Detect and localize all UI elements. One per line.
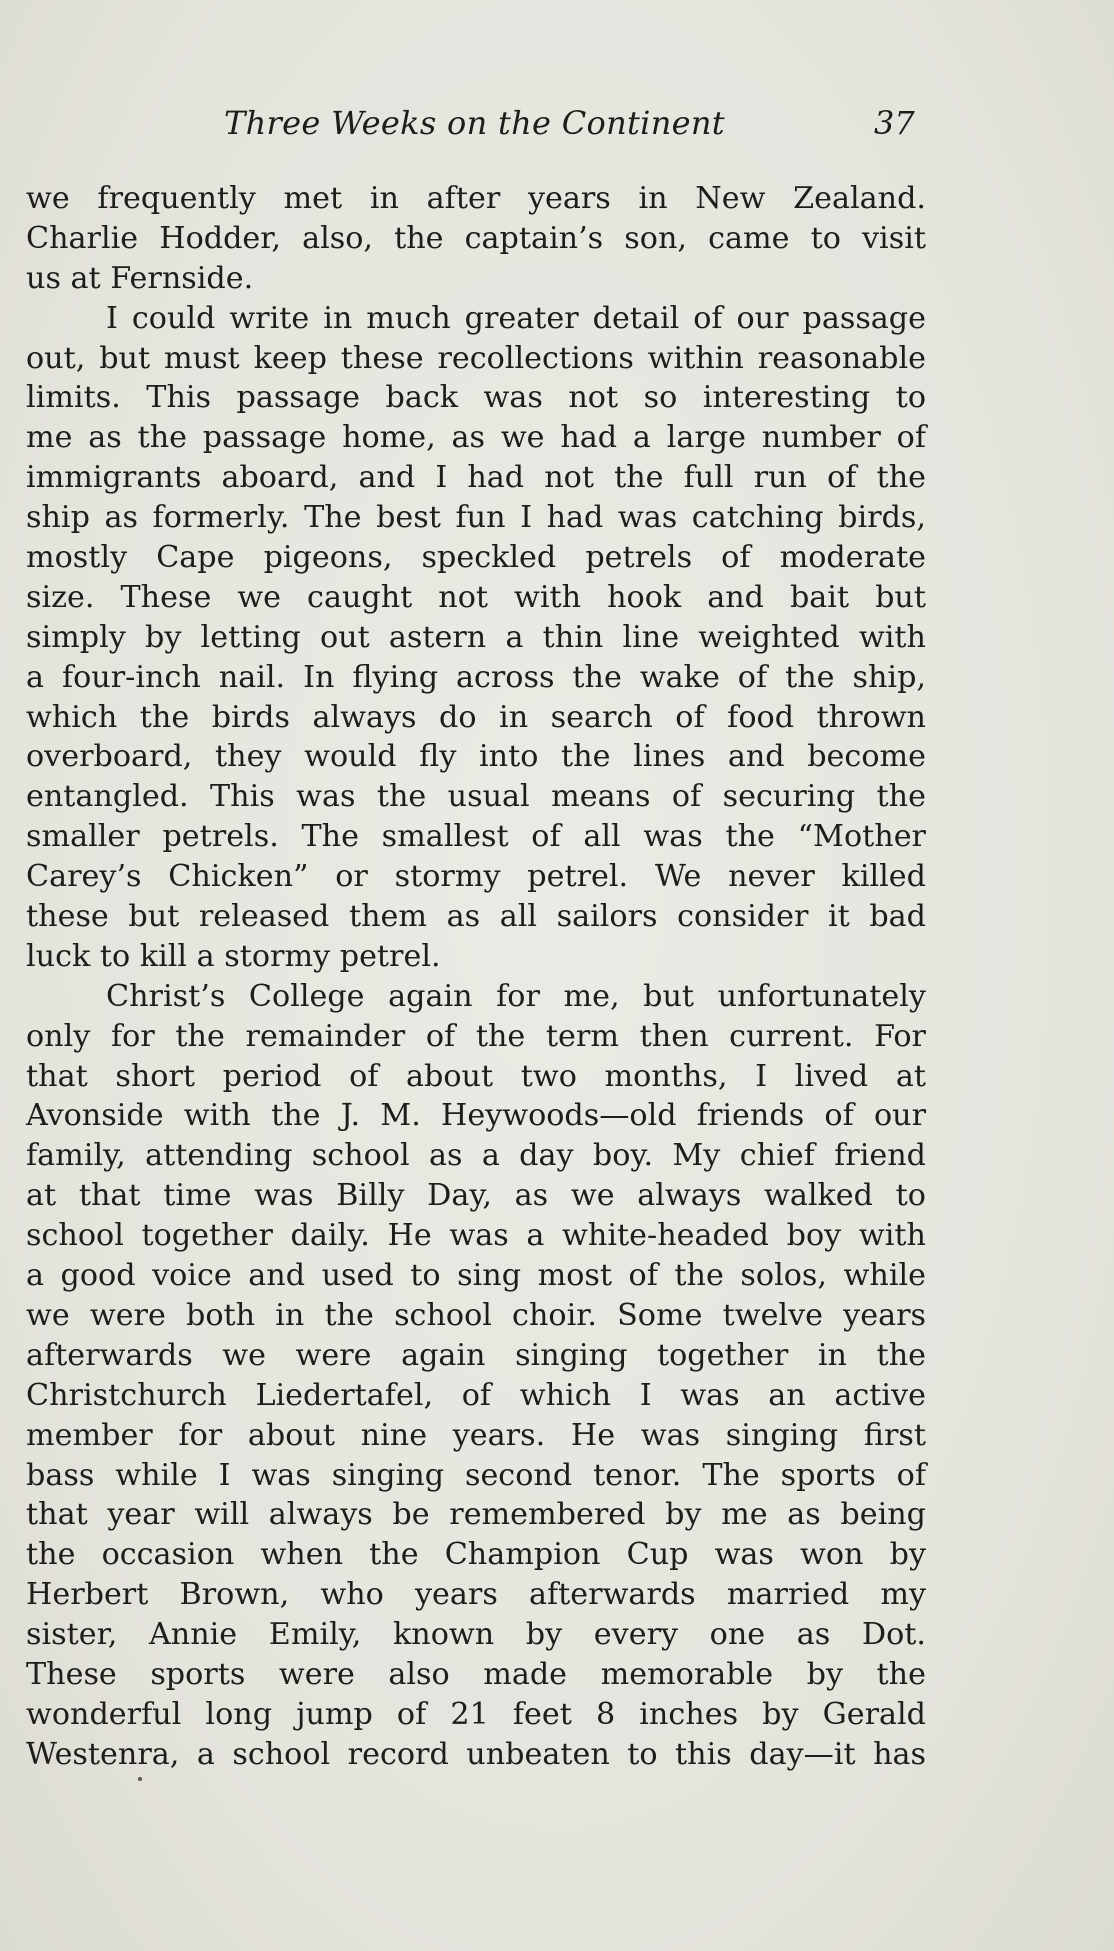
text-line: family, attending school as a day boy. My chief friend	[26, 1138, 926, 1174]
running-title: Three Weeks on the Continent	[224, 104, 725, 142]
text-line: Charlie Hodder, also, the captain’s son, came to visit	[26, 220, 926, 256]
text-line: immigrants aboard, and I had not the full run of the	[26, 460, 926, 496]
text-line: member for about nine years. He was singing first	[26, 1417, 926, 1453]
text-line: luck to kill a stormy petrel.	[26, 938, 441, 974]
text-line: we were both in the school choir. Some twelve years	[26, 1297, 926, 1333]
text-line: that year will always be remembered by me as being	[26, 1497, 926, 1533]
text-line: afterwards we were again singing together in the	[26, 1337, 926, 1373]
text-line: bass while I was singing second tenor. The sports of	[26, 1457, 926, 1493]
text-line: Carey’s Chicken” or stormy petrel. We never killed	[26, 859, 926, 895]
text-line: smaller petrels. The smallest of all was the “Mother	[26, 819, 926, 855]
text-line: entangled. This was the usual means of securing the	[26, 779, 926, 815]
text-line: sister, Annie Emily, known by every one as Dot.	[26, 1617, 926, 1653]
text-line: we frequently met in after years in New Zealand.	[26, 181, 926, 216]
page-number: 37	[874, 104, 915, 142]
text-line: These sports were also made memorable by the	[26, 1656, 926, 1692]
text-line: Christchurch Liedertafel, of which I was an active	[26, 1377, 926, 1413]
text-line: mostly Cape pigeons, speckled petrels of moderate	[26, 540, 926, 576]
text-line: these but released them as all sailors consider it bad	[26, 899, 926, 935]
text-line: the occasion when the Champion Cup was won by	[26, 1537, 926, 1573]
text-line: at that time was Billy Day, as we always walked to	[26, 1178, 926, 1214]
text-line: Avonside with the J. M. Heywoods—old friends of our	[26, 1098, 926, 1134]
text-line: overboard, they would fly into the lines and become	[26, 739, 926, 775]
text-line: Christ’s College again for me, but unfortunately	[106, 978, 926, 1014]
text-line: wonderful long jump of 21 feet 8 inches by Gerald	[26, 1696, 926, 1732]
text-line: limits. This passage back was not so interesting to	[26, 380, 926, 416]
text-line: which the birds always do in search of food thrown	[26, 699, 926, 735]
text-line: out, but must keep these recollections within reasonable	[26, 340, 926, 376]
text-line: ship as formerly. The best fun I had was catching birds,	[26, 500, 926, 536]
text-line: a good voice and used to sing most of the solos, while	[26, 1258, 926, 1294]
text-line: only for the remainder of the term then current. For	[26, 1018, 926, 1054]
text-line: us at Fernside.	[26, 260, 254, 296]
text-line: Herbert Brown, who years afterwards married my	[26, 1577, 926, 1613]
text-line: that short period of about two months, I lived at	[26, 1058, 926, 1094]
running-head	[26, 104, 926, 148]
text-line: Westenra, a school record unbeaten to this day—it has	[26, 1736, 926, 1772]
text-line: me as the passage home, as we had a large number of	[26, 420, 926, 456]
text-line: a four-inch nail. In flying across the wake of the ship,	[26, 659, 926, 695]
text-line: I could write in much greater detail of our passage	[106, 300, 926, 336]
text-line: size. These we caught not with hook and bait but	[26, 579, 926, 615]
text-line: school together daily. He was a white-headed boy with	[26, 1218, 926, 1254]
body-text	[26, 179, 926, 1775]
ink-speck	[138, 1777, 142, 1781]
text-line: simply by letting out astern a thin line weighted with	[26, 619, 926, 655]
